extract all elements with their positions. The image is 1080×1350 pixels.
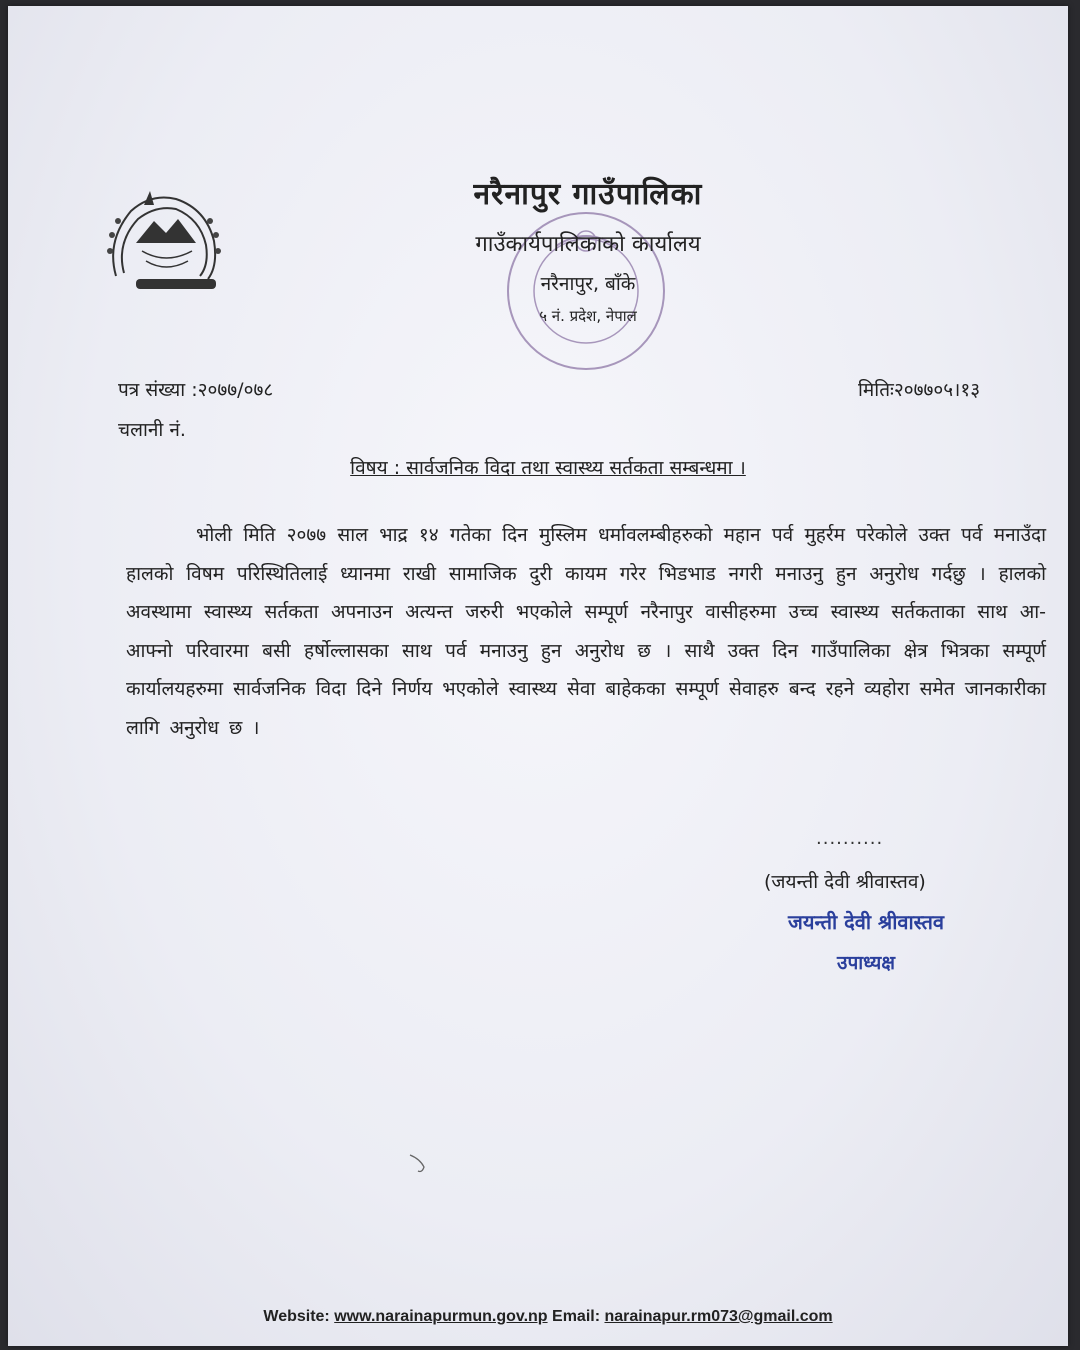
stamp-designation: उपाध्यक्ष <box>837 952 895 974</box>
signatory-name: (जयन्ती देवी श्रीवास्तव) <box>764 871 926 893</box>
email-link[interactable]: narainapur.rm073@gmail.com <box>604 1308 833 1325</box>
email-label: Email: <box>552 1308 601 1325</box>
office-province: ५ नं. प्रदेश, नेपाल <box>539 307 637 325</box>
letter-footer <box>8 1308 1068 1326</box>
reference-number: पत्र संख्या :२०७७/०७८ <box>118 379 274 401</box>
website-label: Website: <box>263 1308 330 1325</box>
stamp-name: जयन्ती देवी श्रीवास्तव <box>788 910 944 934</box>
signature-line: .......... <box>816 828 884 849</box>
website-link[interactable]: www.narainapurmun.gov.np <box>334 1308 548 1325</box>
letter-body: भोली मिति २०७७ साल भाद्र १४ गतेका दिन मुस्लिम धर्मावलम्बीहरुको महान पर्व मुहर्रम परेकोले उक्त पर्व मनाउँदा हालको विषम परिस्थितिलाई ध्यानमा राखी सामाजिक दुरी कायम गरेर भिडभाड नगरी मनाउनु हुन अनुरोध गर्दछु । हालको अवस्थामा स्वास्थ्य सर्तकता अपनाउन अत्यन्त जरुरी भएकोले सम्पूर्ण नरैनापुर वासीहरुमा उच्च स्वास्थ्य सर्तकताका साथ आ-आफ्नो परिवारमा बसी हर्षोल्लासका साथ पर्व मनाउनु हुन अनुरोध छ । साथै उक्त दिन गाउँपालिका क्षेत्र भित्रका सम्पूर्ण कार्यालयहरुमा सार्वजनिक विदा दिने निर्णय भएकोले स्वास्थ्य सेवा बाहेकका सम्पूर्ण सेवाहरु बन्द रहने व्यहोरा समेत जानकारीका लागि अनुरोध छ । <box>126 524 1046 739</box>
letter-page <box>8 6 1068 1346</box>
subject-text: विषय : सार्वजनिक विदा तथा स्वास्थ्य सर्तकता सम्बन्धमा । <box>350 457 746 479</box>
org-name: नरैनापुर गाउँपालिका <box>473 177 703 212</box>
office-address: नरैनापुर, बाँके <box>540 273 636 295</box>
letter-date: मितिः२०७७०५।१३ <box>858 379 981 401</box>
dispatch-number: चलानी नं. <box>118 419 186 441</box>
designation-stamp <box>746 908 986 975</box>
letter-subject <box>8 454 1068 480</box>
office-name: गाउँकार्यपालिकाको कार्यालय <box>475 232 701 257</box>
pen-mark-icon <box>406 1149 436 1179</box>
